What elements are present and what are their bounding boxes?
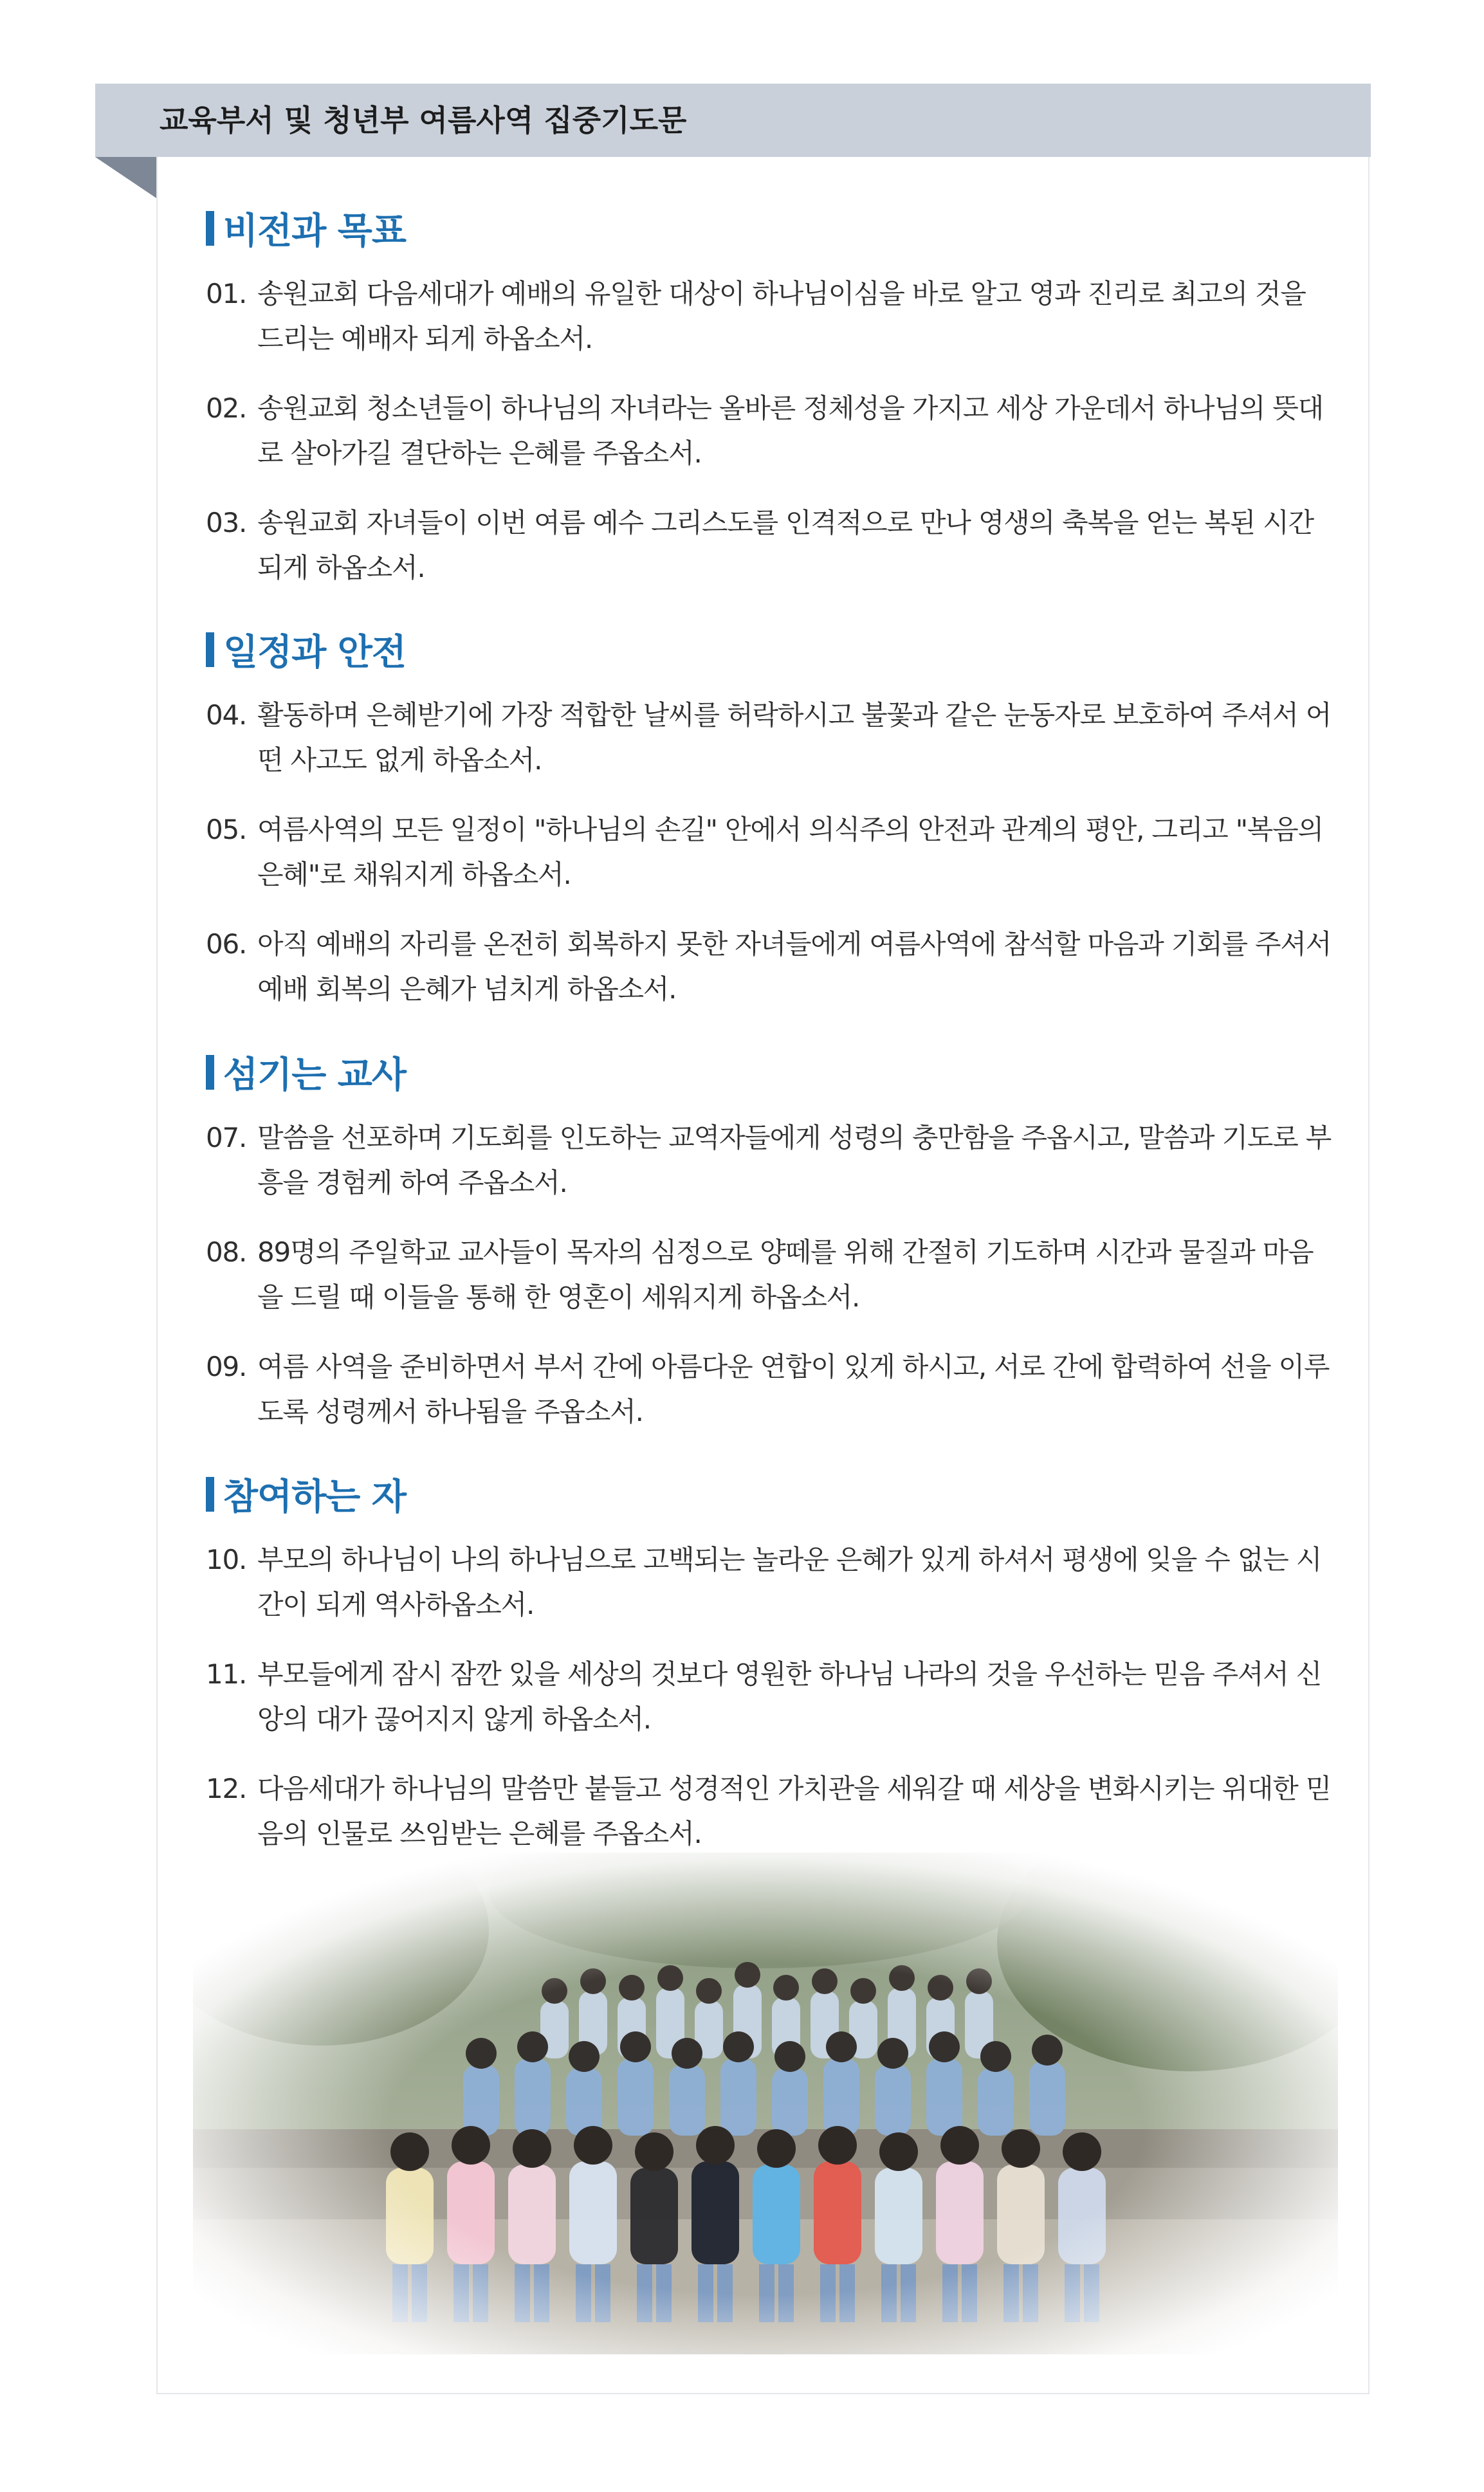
prayer-item [206,922,1364,1012]
prayer-item-text: 말씀을 선포하며 기도회를 인도하는 교역자들에게 성령의 충만함을 주옵시고, 말씀과 기도로 부흥을 경험케 하여 주옵소서. [257,1122,1332,1198]
prayer-item [206,1115,1364,1205]
heading-marker [206,632,214,667]
section-heading-text: 참여하는 자 [223,1476,406,1518]
section-heading [206,1472,1364,1517]
section-heading [206,1050,1364,1095]
prayer-item [206,1766,1364,1856]
prayer-item-number: 03. [206,507,247,538]
prayer-item [206,386,1364,476]
group-photo [193,1853,1338,2354]
prayer-item-text: 송원교회 다음세대가 예배의 유일한 대상이 하나님이심을 바로 알고 영과 진리로 최고의 것을 드리는 예배자 되게 하옵소서. [257,278,1306,354]
prayer-item-number: 12. [206,1773,247,1804]
prayer-item-text: 송원교회 자녀들이 이번 여름 예수 그리스도를 인격적으로 만나 영생의 축복을 얻는 복된 시간되게 하옵소서. [257,507,1314,583]
prayer-item-number: 05. [206,814,247,845]
group-photo-children-icon [193,1853,1338,2354]
heading-marker [206,1055,214,1090]
title-fold-corner [95,157,156,198]
prayer-list [206,271,1364,591]
prayer-item [206,807,1364,897]
prayer-item [206,693,1364,783]
prayer-list [206,1537,1364,1856]
prayer-item-text: 89명의 주일학교 교사들이 목자의 심정으로 양떼를 위해 간절히 기도하며 시간과 물질과 마음을 드릴 때 이들을 통해 한 영혼이 세워지게 하옵소서. [257,1236,1314,1313]
prayer-item [206,1652,1364,1742]
prayer-item-number: 01. [206,278,247,309]
prayer-item-text: 부모들에게 잠시 잠깐 있을 세상의 것보다 영원한 하나님 나라의 것을 우선하는 믿음 주셔서 신앙의 대가 끊어지지 않게 하옵소서. [257,1658,1322,1735]
prayer-item-number: 04. [206,699,247,731]
prayer-item [206,271,1364,362]
prayer-item [206,500,1364,591]
prayer-item-number: 08. [206,1236,247,1268]
prayer-item-text: 여름사역의 모든 일정이 "하나님의 손길" 안에서 의식주의 안전과 관계의 평안, 그리고 "복음의 은혜"로 채워지게 하옵소서. [257,814,1323,890]
prayer-item-text: 여름 사역을 준비하면서 부서 간에 아름다운 연합이 있게 하시고, 서로 간에 합력하여 선을 이루도록 성령께서 하나됨을 주옵소서. [257,1351,1330,1427]
section-schedule-safety [206,627,1364,1036]
page-title: 교육부서 및 청년부 여름사역 집중기도문 [160,103,687,138]
heading-marker [206,211,214,246]
section-heading-text: 섬기는 교사 [223,1054,406,1096]
section-participants [206,1472,1364,1881]
section-heading [206,206,1364,251]
section-heading [206,627,1364,672]
prayer-item [206,1344,1364,1434]
section-vision [206,206,1364,615]
prayer-item [206,1230,1364,1320]
prayer-item-text: 아직 예배의 자리를 온전히 회복하지 못한 자녀들에게 여름사역에 참석할 마음과 기회를 주셔서 예배 회복의 은혜가 넘치게 하옵소서. [257,928,1332,1005]
prayer-item-text: 활동하며 은혜받기에 가장 적합한 날씨를 허락하시고 불꽃과 같은 눈동자로 보호하여 주셔서 어떤 사고도 없게 하옵소서. [257,699,1332,776]
prayer-item-number: 07. [206,1122,247,1153]
section-heading-text: 일정과 안전 [223,632,406,673]
section-serving-teachers [206,1050,1364,1459]
prayer-list [206,693,1364,1012]
prayer-item-text: 송원교회 청소년들이 하나님의 자녀라는 올바른 정체성을 가지고 세상 가운데서 하나님의 뜻대로 살아가길 결단하는 은혜를 주옵소서. [257,392,1324,469]
prayer-item-text: 부모의 하나님이 나의 하나님으로 고백되는 놀라운 은혜가 있게 하셔서 평생에 잊을 수 없는 시간이 되게 역사하옵소서. [257,1544,1322,1620]
prayer-item-number: 02. [206,392,247,424]
prayer-list [206,1115,1364,1434]
prayer-item [206,1537,1364,1627]
prayer-item-number: 10. [206,1544,247,1575]
prayer-item-number: 11. [206,1658,247,1690]
section-heading-text: 비전과 목표 [223,210,406,252]
prayer-item-text: 다음세대가 하나님의 말씀만 붙들고 성경적인 가치관을 세워갈 때 세상을 변화시키는 위대한 믿음의 인물로 쓰임받는 은혜를 주옵소서. [257,1773,1332,1849]
heading-marker [206,1477,214,1512]
prayer-item-number: 09. [206,1351,247,1382]
prayer-item-number: 06. [206,928,247,960]
